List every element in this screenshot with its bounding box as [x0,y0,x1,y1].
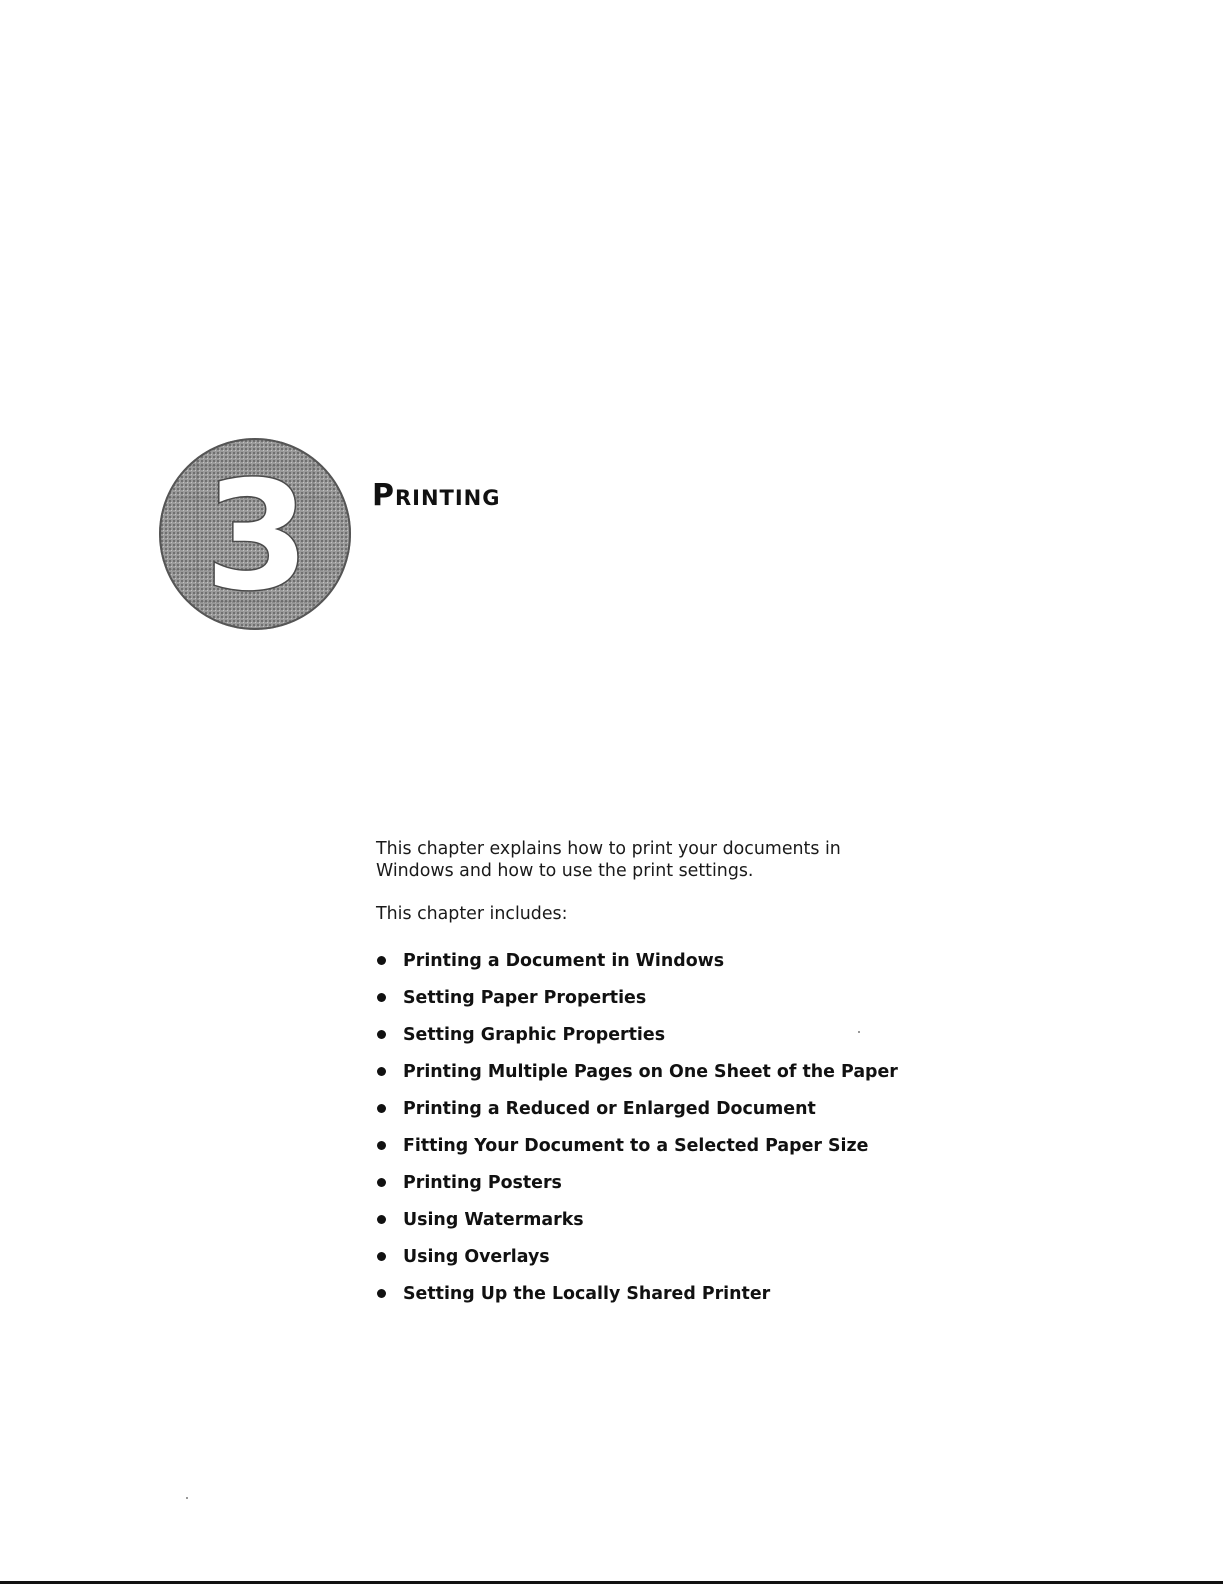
topic-label: Fitting Your Document to a Selected Paper Size [403,1135,869,1156]
bullet-dot-icon [377,1141,386,1150]
list-item [376,1201,898,1238]
chapter-number: 3 [204,450,310,624]
includes-label: This chapter includes: [376,904,568,924]
chapter-number-badge-icon [157,436,353,632]
topic-label: Printing Multiple Pages on One Sheet of the Paper [403,1061,898,1082]
list-item [376,942,898,979]
list-item [376,1164,898,1201]
bullet-dot-icon [377,956,386,965]
list-item [376,979,898,1016]
topic-list [376,942,898,1312]
bullet-dot-icon [377,993,386,1002]
topic-label: Printing Posters [403,1172,562,1193]
scan-speck [186,1497,188,1499]
bullet-dot-icon [377,1252,386,1261]
list-item [376,1127,898,1164]
chapter-title: Printing [372,478,501,513]
list-item [376,1016,898,1053]
bullet-dot-icon [377,1178,386,1187]
list-item [376,1238,898,1275]
topic-label: Setting Up the Locally Shared Printer [403,1283,771,1304]
topic-label: Printing a Document in Windows [403,950,725,971]
list-item [376,1275,898,1312]
bullet-dot-icon [377,1030,386,1039]
topic-label: Printing a Reduced or Enlarged Document [403,1098,816,1119]
bullet-dot-icon [377,1067,386,1076]
list-item [376,1090,898,1127]
topic-label: Setting Graphic Properties [403,1024,666,1045]
bullet-dot-icon [377,1215,386,1224]
bullet-dot-icon [377,1104,386,1113]
list-item [376,1053,898,1090]
bullet-dot-icon [377,1289,386,1298]
intro-paragraph: This chapter explains how to print your documents in Windows and how to use the print settings. [376,839,841,881]
topic-label: Using Overlays [403,1246,550,1267]
scan-speck [858,1031,860,1033]
topic-label: Using Watermarks [403,1209,584,1230]
topic-label: Setting Paper Properties [403,987,647,1008]
